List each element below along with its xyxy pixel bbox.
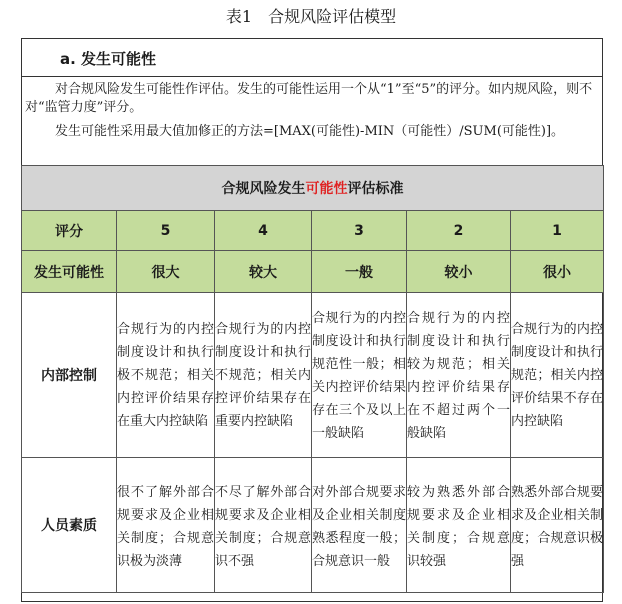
criteria-cell: 很不了解外部合规要求及企业相关制度；合规意识极为淡薄 xyxy=(117,458,215,593)
possibility-row xyxy=(22,251,604,293)
intro-paragraph-1: 对合规风险发生可能性作评估。发生的可能性运用一个从“1”至“5”的评分。如内规风险，则不对“监管力度”评分。 xyxy=(25,82,593,115)
possibility-cell: 较小 xyxy=(407,251,511,293)
possibility-cell: 一般 xyxy=(312,251,407,293)
criteria-cell: 对外部合规要求及企业相关制度熟悉程度一般；合规意识一般 xyxy=(312,458,407,593)
model-frame xyxy=(21,38,603,602)
table-title-row xyxy=(22,166,604,211)
criteria-cell: 合规行为的内控制度设计和执行较为规范；相关内控评价结果存在不超过两个一般缺陷 xyxy=(407,293,511,458)
table-row xyxy=(22,458,604,593)
score-cell: 4 xyxy=(215,211,312,251)
row-label: 人员素质 xyxy=(22,458,117,593)
caption-number: 表1 xyxy=(225,7,253,26)
table-caption xyxy=(0,4,622,30)
criteria-cell: 较为熟悉外部合规要求及企业相关制度；合规意识较强 xyxy=(407,458,511,593)
section-heading: a. 发生可能性 xyxy=(60,50,157,68)
table-row xyxy=(22,293,604,458)
possibility-label: 发生可能性 xyxy=(22,251,117,293)
criteria-cell: 合规行为的内控制度设计和执行不规范；相关内控评价结果存在重要内控缺陷 xyxy=(215,293,312,458)
criteria-cell: 熟悉外部合规要求及企业相关制度；合规意识极强 xyxy=(511,458,604,593)
caption-title: 合规风险评估模型 xyxy=(268,7,397,26)
possibility-cell: 较大 xyxy=(215,251,312,293)
row-label: 内部控制 xyxy=(22,293,117,458)
criteria-cell: 合规行为的内控制度设计和执行规范；相关内控评价结果不存在内控缺陷 xyxy=(511,293,604,458)
intro-paragraph-2: 发生可能性采用最大值加修正的方法=[MAX(可能性)-MIN（可能性）/SUM(可能性)]。 xyxy=(55,124,565,139)
possibility-cell: 很小 xyxy=(511,251,604,293)
score-row xyxy=(22,211,604,251)
score-cell: 3 xyxy=(312,211,407,251)
title-highlight: 可能性 xyxy=(305,181,348,197)
intro-section xyxy=(22,39,602,165)
divider xyxy=(22,76,602,77)
table-title: 合规风险发生可能性评估标准 xyxy=(22,166,604,211)
score-cell: 5 xyxy=(117,211,215,251)
assessment-table xyxy=(21,165,604,593)
possibility-cell: 很大 xyxy=(117,251,215,293)
score-label: 评分 xyxy=(22,211,117,251)
score-cell: 2 xyxy=(407,211,511,251)
criteria-cell: 合规行为的内控制度设计和执行极不规范；相关内控评价结果存在重大内控缺陷 xyxy=(117,293,215,458)
score-cell: 1 xyxy=(511,211,604,251)
criteria-cell: 不尽了解外部合规要求及企业相关制度；合规意识不强 xyxy=(215,458,312,593)
criteria-cell: 合规行为的内控制度设计和执行规范性一般；相关内控评价结果存在三个及以上一般缺陷 xyxy=(312,293,407,458)
